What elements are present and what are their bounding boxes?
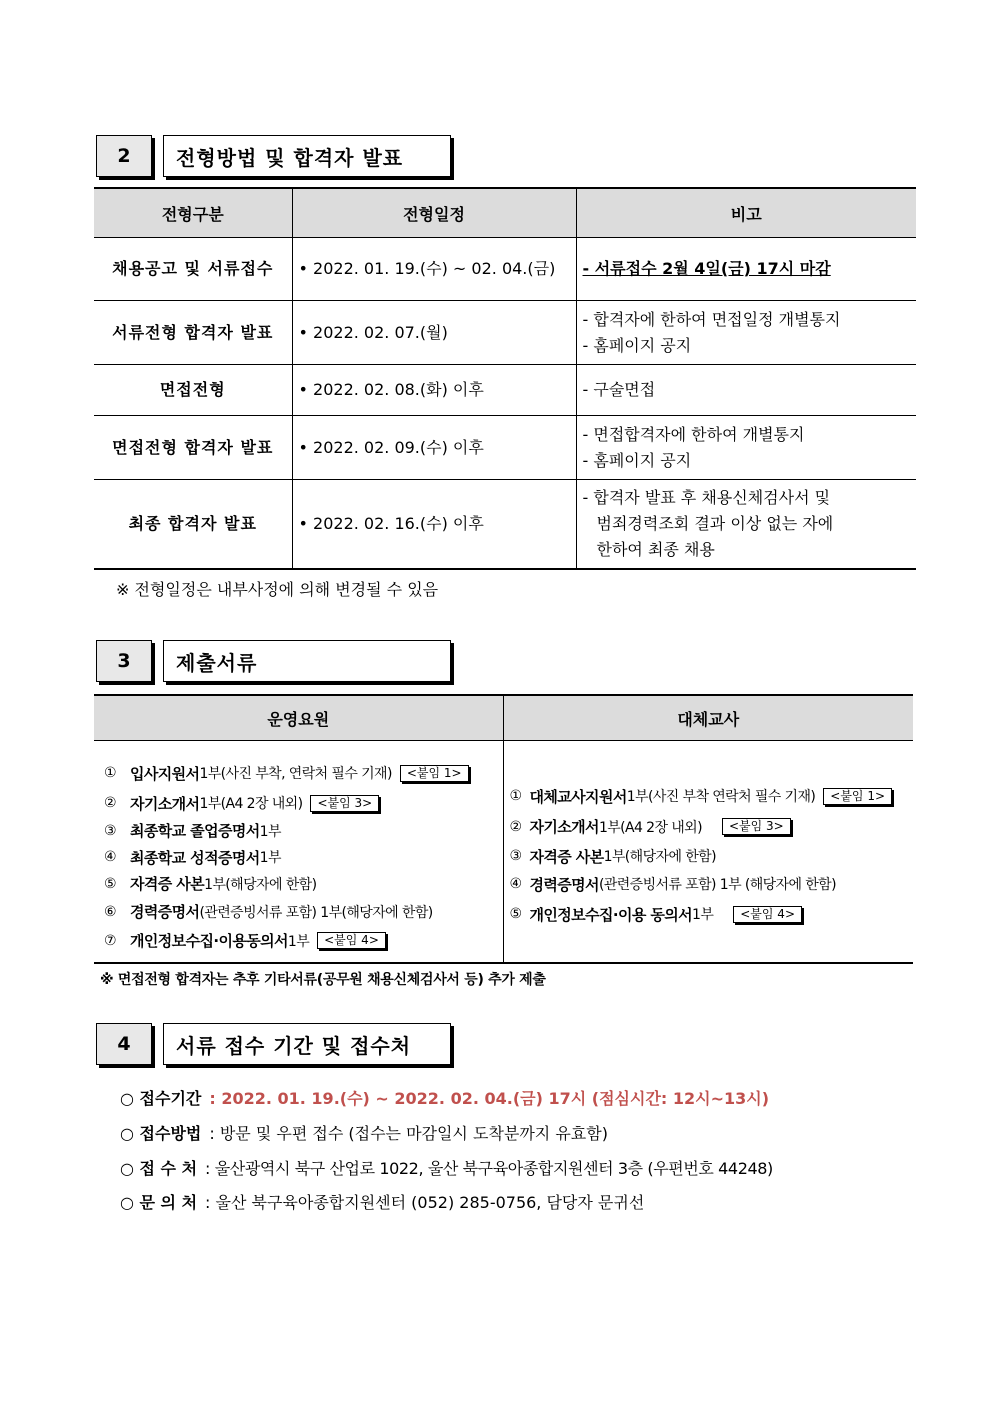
attachment-tag: <붙임 4> <box>733 906 802 923</box>
row-stage: 면접전형 <box>94 365 292 416</box>
row-date: • 2022. 02. 09.(수) 이후 <box>292 416 576 480</box>
note-line: - 합격자 발표 후 채용신체검사서 및 <box>582 487 831 507</box>
schedule-footnote: ※ 전형일정은 내부사정에 의해 변경될 수 있음 <box>116 580 439 599</box>
row-stage: 채용공고 및 서류접수 <box>94 238 292 301</box>
row-note <box>576 301 916 365</box>
receipt-period-label: ○ 접수기간 <box>120 1089 202 1108</box>
table-header-row <box>94 188 916 238</box>
list-item: ③ 자격증 사본 1부(해당자에 한함) <box>509 847 716 866</box>
section2-number: 2 <box>96 135 152 177</box>
note-line: - 합격자에 한하여 면접일정 개별통지 <box>582 309 841 329</box>
list-item: ⑥ 경력증명서 (관련증빙서류 포함) 1부(해당자에 한함) <box>104 903 433 921</box>
receipt-place-value: : 울산광역시 북구 산업로 1022, 울산 북구육아종합지원센터 3층 (우편번호 44248) <box>205 1159 773 1178</box>
attachment-tag: <붙임 4> <box>317 932 386 949</box>
list-item: ① 대체교사지원서 1부(사진 부착 연락처 필수 기재) <붙임 1> <box>510 781 914 811</box>
table-header-row <box>94 695 913 741</box>
row-stage: 최종 합격자 발표 <box>94 480 292 569</box>
substitute-doc-list <box>503 741 913 963</box>
note-line: - 홈페이지 공지 <box>582 335 692 355</box>
row-stage: 서류전형 합격자 발표 <box>94 301 292 365</box>
row-stage: 면접전형 합격자 발표 <box>94 416 292 480</box>
section3-title: 제출서류 <box>163 640 451 682</box>
row-date: • 2022. 02. 08.(화) 이후 <box>292 365 576 416</box>
row-date: • 2022. 02. 07.(월) <box>292 301 576 365</box>
note-line: 범죄경력조회 결과 이상 없는 자에 <box>596 513 834 533</box>
row-date: • 2022. 02. 16.(수) 이후 <box>292 480 576 569</box>
list-item: ⑦ 개인정보수집·이용동의서 1부 <붙임 4> <box>104 926 503 955</box>
attachment-tag: <붙임 3> <box>310 795 379 812</box>
section4-title: 서류 접수 기간 및 접수처 <box>163 1023 451 1065</box>
list-item: ② 자기소개서 1부(A4 2장 내외) <붙임 3> <box>104 789 503 817</box>
header-substitute: 대체교사 <box>503 695 913 741</box>
table-row <box>94 301 916 365</box>
receipt-period-value: : 2022. 01. 19.(수) ~ 2022. 02. 04.(금) 17시 (점심시간: 12시~13시) <box>209 1089 770 1108</box>
note-line: - 면접합격자에 한하여 개별통지 <box>582 424 805 444</box>
row-note <box>576 480 916 569</box>
row-note <box>576 238 916 301</box>
attachment-tag: <붙임 1> <box>823 788 892 805</box>
list-item: ④ 경력증명서 (관련증빙서류 포함) 1부 (해당자에 한함) <box>509 875 836 894</box>
header-date: 전형일정 <box>292 188 576 238</box>
list-item: ⑤ 개인정보수집·이용 동의서 1부 <붙임 4> <box>510 898 914 930</box>
list-item: ① 입사지원서 1부(사진 부착, 연락처 필수 기재) <붙임 1> <box>104 757 503 789</box>
header-staff: 운영요원 <box>94 695 503 741</box>
receipt-method-label: ○ 접수방법 <box>120 1124 202 1143</box>
table-row <box>94 365 916 416</box>
receipt-period-row <box>120 1086 769 1109</box>
deadline-note: - 서류접수 2월 4일(금) 17시 마감 <box>582 259 831 278</box>
note-line: - 홈페이지 공지 <box>582 450 692 470</box>
list-item: ④ 최종학교 성적증명서 1부 <box>104 848 281 867</box>
receipt-place-label: ○ 접 수 처 <box>120 1159 198 1178</box>
receipt-method-value: : 방문 및 우편 접수 (접수는 마감일시 도착분까지 유효함) <box>209 1124 608 1143</box>
note-line: 한하여 최종 채용 <box>596 539 715 559</box>
table-row <box>94 480 916 569</box>
attachment-tag: <붙임 3> <box>722 818 791 835</box>
list-item: ③ 최종학교 졸업증명서 1부 <box>104 822 281 840</box>
inquiry-value: : 울산 북구육아종합지원센터 (052) 285-0756, 담당자 문귀선 <box>205 1193 645 1212</box>
row-date: • 2022. 01. 19.(수) ~ 02. 04.(금) <box>292 238 576 301</box>
table-row <box>94 416 916 480</box>
documents-row <box>94 741 913 963</box>
section4-number: 4 <box>96 1023 152 1065</box>
row-note <box>576 416 916 480</box>
inquiry-label: ○ 문 의 처 <box>120 1193 198 1212</box>
header-stage: 전형구분 <box>94 188 292 238</box>
attachment-tag: <붙임 1> <box>400 765 469 782</box>
receipt-place-row <box>120 1156 773 1179</box>
staff-doc-list <box>94 741 503 963</box>
inquiry-row <box>120 1190 644 1213</box>
receipt-method-row <box>120 1121 608 1144</box>
row-note: - 구술면접 <box>576 365 916 416</box>
header-note: 비고 <box>576 188 916 238</box>
selection-schedule-table <box>94 187 916 570</box>
list-item: ⑤ 자격증 사본 1부(해당자에 한함) <box>104 875 317 893</box>
documents-footnote: ※ 면접전형 합격자는 추후 기타서류(공무원 채용신체검사서 등) 추가 제출 <box>100 972 546 988</box>
section3-number: 3 <box>96 640 152 682</box>
section2-title: 전형방법 및 합격자 발표 <box>163 135 451 177</box>
documents-table <box>94 694 913 964</box>
table-row <box>94 238 916 301</box>
list-item: ② 자기소개서 1부(A4 2장 내외) <붙임 3> <box>510 811 914 842</box>
